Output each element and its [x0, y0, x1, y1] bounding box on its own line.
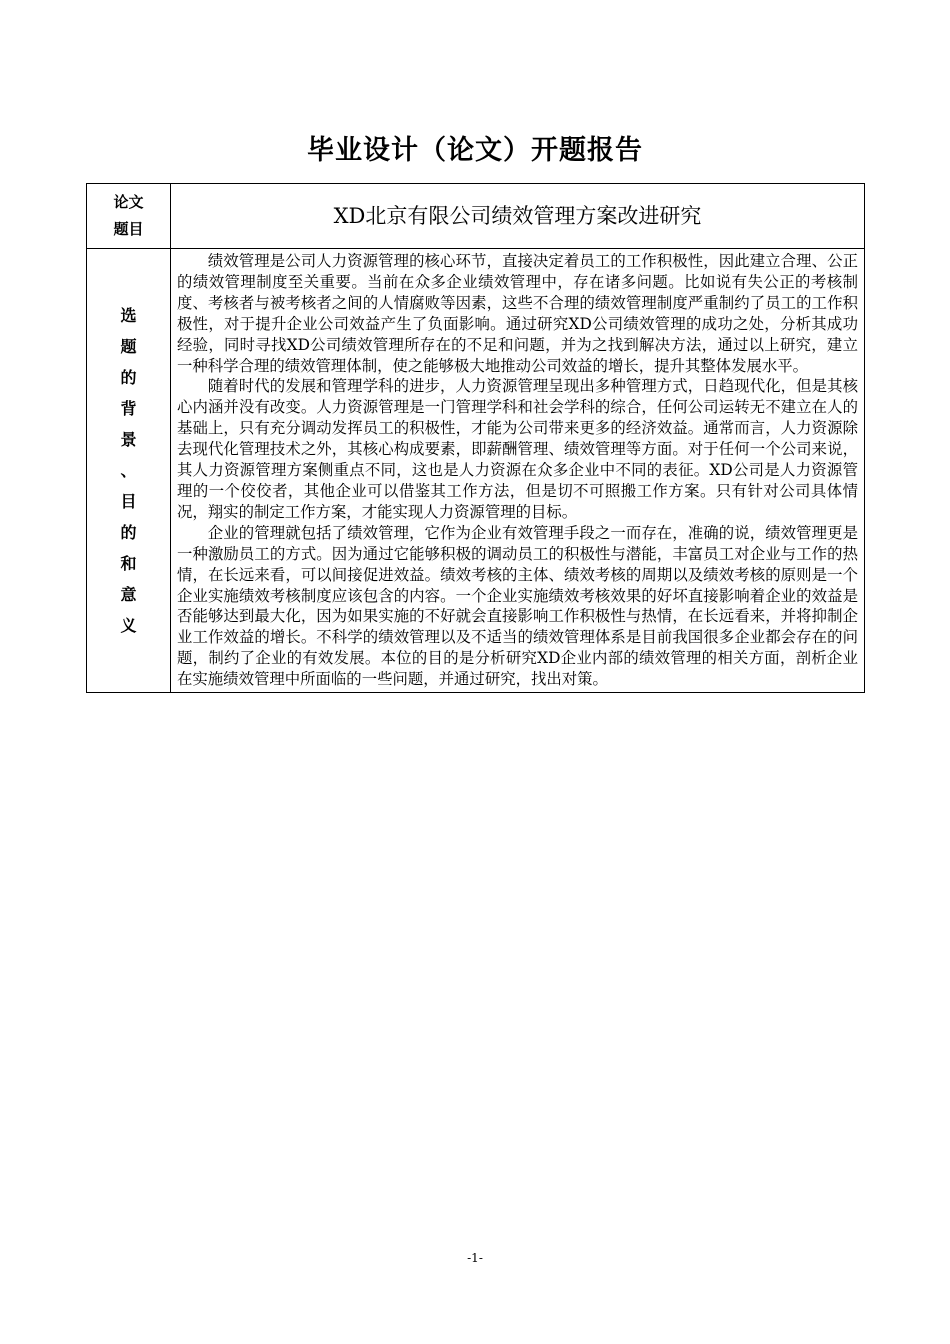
page-title: 毕业设计（论文）开题报告	[307, 135, 643, 166]
background-label-cell	[87, 249, 171, 693]
label-char: 义	[120, 616, 137, 636]
label-char: 背	[120, 399, 137, 419]
label-char: 目	[120, 492, 137, 512]
background-row	[87, 249, 865, 693]
topic-label-line2: 题目	[113, 220, 144, 238]
report-table	[86, 183, 865, 693]
label-char: 和	[120, 554, 137, 574]
background-paragraph-3: 企业的管理就包括了绩效管理，它作为企业有效管理手段之一而存在，准确的说，绩效管理更是一种激励员工的方式。因为通过它能够积极的调动员工的积极性与潜能，丰富员工对企业与工作的热情，在长远来看，可以间接促进效益。绩效考核的主体、绩效考核的周期以及绩效考核的原则是一个企业实施绩效考核制度应该包含的内容。一个企业实施绩效考核效果的好坏直接影响着企业的效益是否能够达到最大化，因为如果实施的不好就会直接影响工作积极性与热情，在长远看来，并将抑制企业工作效益的增长。不科学的绩效管理以及不适当的绩效管理体系是目前我国很多企业都会存在的问题，制约了企业的有效发展。本位的目的是分析研究XD企业内部的绩效管理的相关方面，剖析企业在实施绩效管理中所面临的一些问题，并通过研究，找出对策。	[177, 523, 858, 689]
label-char: 意	[120, 585, 137, 605]
label-char: 、	[120, 461, 137, 481]
label-char: 题	[120, 337, 137, 357]
label-char: 景	[120, 430, 137, 450]
background-paragraph-1: 绩效管理是公司人力资源管理的核心环节，直接决定着员工的工作积极性，因此建立合理、公正的绩效管理制度至关重要。当前在众多企业绩效管理中，存在诸多问题。比如说有失公正的考核制度、考核者与被考核者之间的人情腐败等因素，这些不合理的绩效管理制度严重制约了员工的工作积极性，对于提升企业公司效益产生了负面影响。通过研究XD公司绩效管理的成功之处，分析其成功经验，同时寻找XD公司绩效管理所存在的不足和问题，并为之找到解决方法，通过以上研究，建立一种科学合理的绩效管理体制，使之能够极大地推动公司效益的增长，提升其整体发展水平。	[177, 252, 858, 375]
topic-row	[87, 184, 865, 249]
label-char: 的	[120, 523, 137, 543]
label-char: 的	[120, 368, 137, 388]
page-number: -1-	[467, 1251, 483, 1265]
background-paragraph-2: 随着时代的发展和管理学科的进步，人力资源管理呈现出多种管理方式，日趋现代化，但是其核心内涵并没有改变。人力资源管理是一门管理学科和社会学科的综合，任何公司运转无不建立在人的基础上，只有充分调动发挥员工的积极性，才能为公司带来更多的经济效益。通常而言，人力资源除去现代化管理技术之外，其核心构成要素，即薪酬管理、绩效管理等方面。对于任何一个公司来说，其人力资源管理方案侧重点不同，这也是人力资源在众多企业中不同的表征。XD公司是人力资源管理的一个佼佼者，其他企业可以借鉴其工作方法，但是切不可照搬工作方案。只有针对公司具体情况，翔实的制定工作方案，才能实现人力资源管理的目标。	[177, 377, 858, 521]
topic-title: XD北京有限公司绩效管理方案改进研究	[171, 184, 865, 249]
topic-label-line1: 论文	[113, 193, 144, 211]
background-content-cell	[171, 249, 865, 693]
label-char: 选	[120, 306, 137, 326]
background-vertical-label	[87, 300, 170, 641]
topic-label-cell	[87, 184, 171, 249]
